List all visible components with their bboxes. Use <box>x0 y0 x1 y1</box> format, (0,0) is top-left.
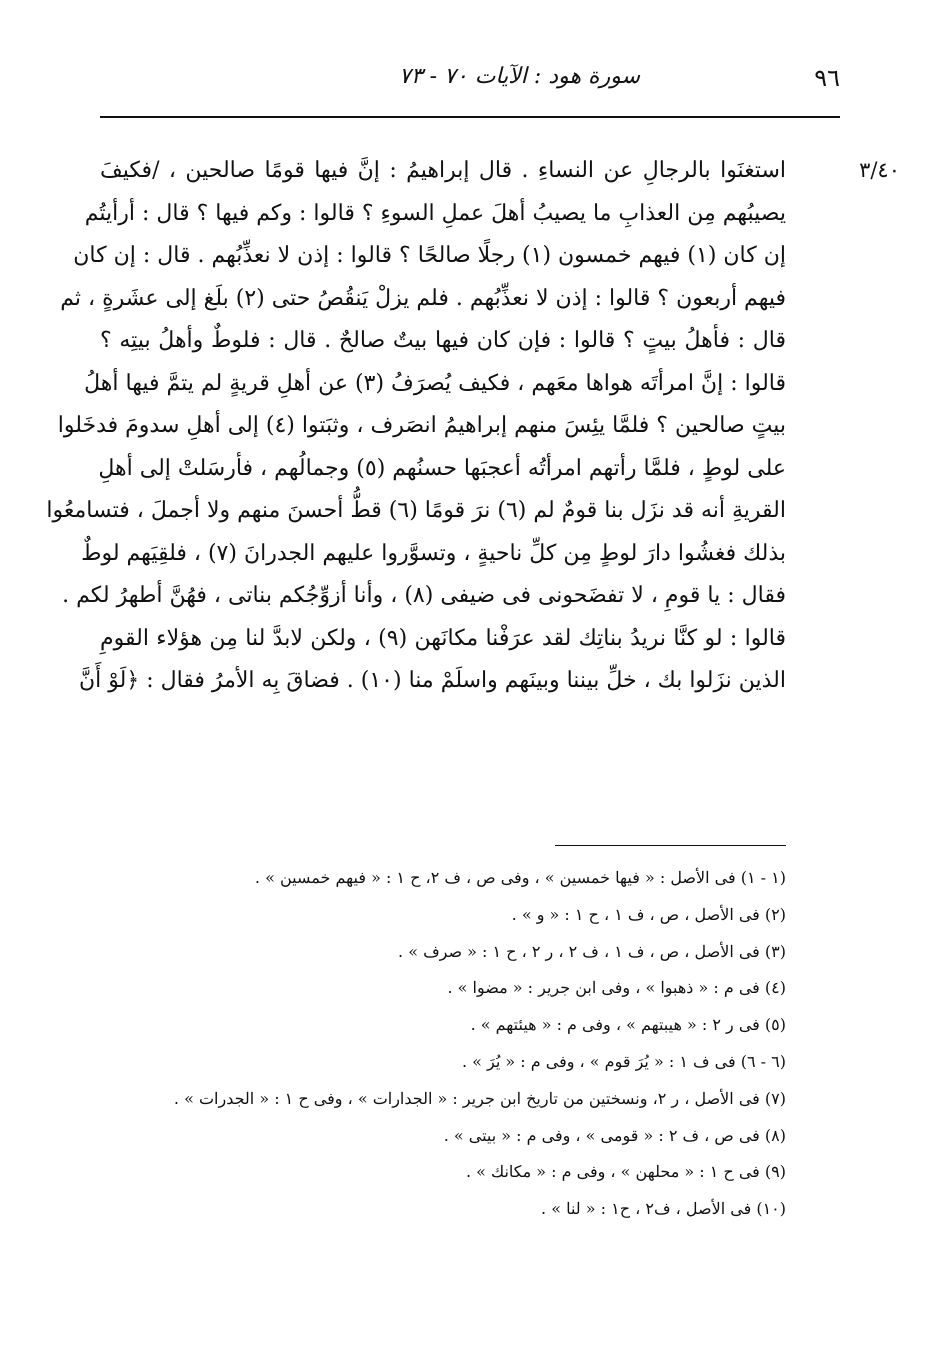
footnotes <box>100 860 786 1228</box>
text-line: الذين نزَلوا بك ، خلِّ بيننا وبينَهم واسلَمْ منا (١٠) . فضاقَ بِه الأمرُ فقال : ﴿لَوْ أَنَّ <box>78 668 786 693</box>
footnote: (٢) فى الأصل ، ص ، ف ١ ، ح ١ : « و » . <box>511 904 786 924</box>
text-line: استغنَوا بالرجالِ عن النساءِ . قال إبراهيمُ : إنَّ فيها قومًا صالحين ، /فكيفَ <box>100 158 786 183</box>
text-line: قال : فأهلُ بيتٍ ؟ قالوا : فإن كان فيها بيتٌ صالحٌ . قال : فلوطٌ وأهلُ بيتِه ؟ <box>100 328 786 353</box>
text-line: القريةِ أنه قد نزَل بنا قومٌ لم (٦) نرَ قومًا (٦) قطُّ أحسنَ منهم ولا أجملَ ، فتسامعُوا <box>46 498 786 523</box>
text-line: بذلك فغشُوا دارَ لوطٍ مِن كلِّ ناحيةٍ ، وتسوَّروا عليهم الجدرانَ (٧) ، فلقِيَهم لوطٌ <box>81 540 786 566</box>
footnote: (٣) فى الأصل ، ص ، ف ١ ، ف ٢ ، ر ٢ ، ح ١ : « صرف » . <box>398 941 786 961</box>
footnote: (٤) فى م : « ذهبوا » ، وفى ابن جرير : « مضوا » . <box>447 978 786 998</box>
text-line: إن كان (١) فيهم خمسون (١) رجلًا صالحًا ؟ قالوا : إذن لا نعذِّبُهم . قال : إن كان <box>73 243 786 268</box>
footnote: (١ - ١) فى الأصل : « فيها خمسين » ، وفى ص ، ف ٢، ح ١ : « فيهم خمسين » . <box>254 868 786 887</box>
text-line: فقال : يا قومِ ، لا تفضَحونى فى ضيفى (٨) ، وأنا أزوِّجُكم بناتى ، فهُنَّ أطهرُ لكم . <box>62 583 786 608</box>
footnote: (٥) فى ر ٢ : « هيبتهم » ، وفى م : « هيئتهم » . <box>470 1015 786 1035</box>
text-line: يصيبُهم مِن العذابِ ما يصيبُ أهلَ عملِ السوءِ ؟ قالوا : وكم فيها ؟ قال : أرأيتُم <box>84 200 786 226</box>
margin-reference: ٣/٤٠ <box>859 158 900 182</box>
text-line: قالوا : لو كنَّا نريدُ بناتِك لقد عرَفْنا مكانَهن (٩) ، ولكن لابدَّ لنا مِن هؤلاء القومِ <box>100 625 786 651</box>
text-line: قالوا : إنَّ امرأتَه هواها معَهم ، فكيف يُصرَفُ (٣) عن أهلِ قريةٍ لم يتمَّ فيها أهلُ <box>84 370 786 396</box>
text-line: فيهم أربعون ؟ قالوا : إذن لا نعذِّبُهم . فلم يزلْ يَنقُصُ حتى (٢) بلَغ إلى عشَرةٍ ، ثم <box>60 285 786 311</box>
footnote: (٦ - ٦) فى ف ١ : « يُرَ قوم » ، وفى م : « يُرَ » . <box>462 1051 786 1071</box>
footnote: (٧) فى الأصل ، ر ٢، ونسختين من تاريخ ابن جرير : « الجدارات » ، وفى ح ١ : « الجدرات » . <box>173 1088 786 1108</box>
running-title: سورة هود : الآيات ٧٠ - ٧٣ <box>399 64 640 89</box>
footnote: (٨) فى ص ، ف ٢ : « قومى » ، وفى م : « بيتى » . <box>443 1125 786 1145</box>
running-head <box>100 56 840 100</box>
text-line: بيتٍ صالحين ؟ فلمَّا يئِسَ منهم إبراهيمُ انصَرف ، وثبَتوا (٤) إلى أهلِ سدومَ فدخَلوا <box>57 413 786 438</box>
footnote: (١٠) فى الأصل ، ف٢ ، ح١ : « لنا » . <box>541 1199 786 1219</box>
main-text <box>46 150 786 703</box>
footnote-rule <box>555 845 786 846</box>
footnote: (٩) فى ح ١ : « محلهن » ، وفى م : « مكانك » . <box>465 1162 786 1182</box>
header-rule <box>100 116 840 118</box>
page-number: ٩٦ <box>814 64 840 92</box>
text-line: على لوطٍ ، فلمَّا رأتهم امرأتُه أعجبَها حسنُهم (٥) وجمالُهم ، فأرسَلتْ إلى أهلِ <box>98 455 786 481</box>
